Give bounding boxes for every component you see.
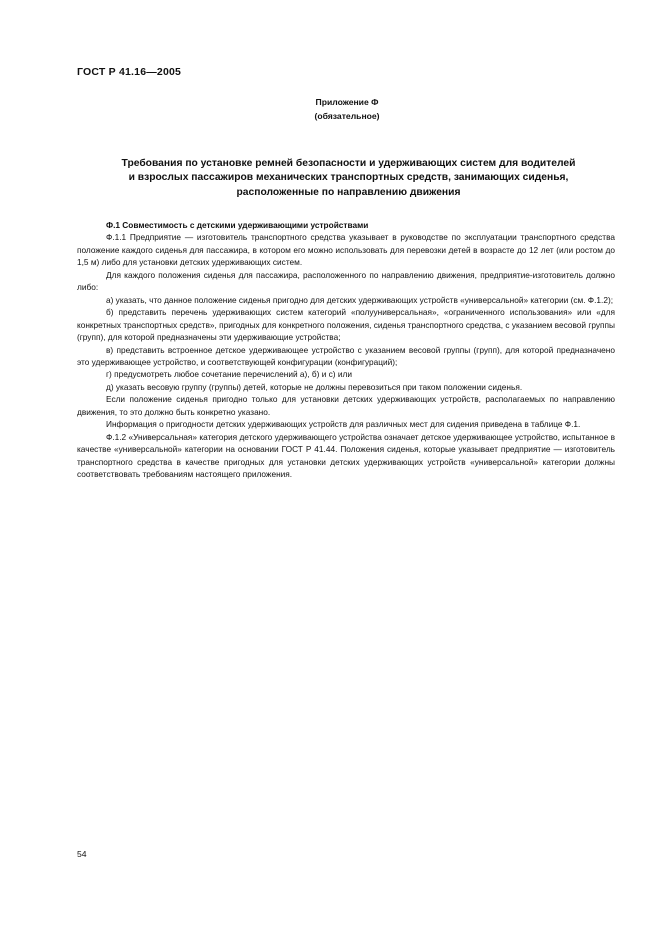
paragraph: Для каждого положения сиденья для пассажира, расположенного по направлению движения, предприятие-изготовитель должно либо:: [77, 269, 615, 293]
paragraph: Ф.1.2 «Универсальная» категория детского удерживающего устройства означает детское удерживающее устройство, испытанное в качестве «универсальной» категории на основании ГОСТ Р 41.44. Положения сиденья, которые указывает предприятие — изготовитель транспортного средства в качестве пригодных для установки детских удерживающих устройств «универсальной» категории должны соответствовать требованиям настоящего приложения.: [77, 431, 615, 480]
paragraph: Информация о пригодности детских удерживающих устройств для различных мест для сидения приведена в таблице Ф.1.: [106, 419, 581, 430]
appendix-title: [82, 157, 615, 200]
section-heading: Ф.1 Совместимость с детскими удерживающими устройствами: [106, 220, 369, 230]
list-item: в) представить встроенное детское удерживающее устройство с указанием весовой группы (групп), для которой предназначено это удерживающее устройство, и соответствующей конфигурации (конфигураций);: [77, 344, 615, 367]
title-line: и взрослых пассажиров механических транспортных средств, занимающих сиденья,: [128, 172, 569, 184]
title-line: Требования по установке ремней безопасности и удерживающих систем для водителей: [121, 158, 576, 169]
page-number: 54: [77, 849, 87, 859]
title-line: расположенные по направлению движения: [236, 186, 461, 198]
paragraph: Если положение сиденья пригодно только для установки детских удерживающих устройств, располагаемых по направлению движения, то это должно быть конкретно указано.: [77, 394, 615, 417]
list-item: г) предусмотреть любое сочетание перечислений а), б) и с) или: [106, 369, 352, 380]
list-item: а) указать, что данное положение сиденья пригодно для детских удерживающих устройств «универсальной» категории (см. Ф.1.2);: [106, 294, 614, 305]
list-item: б) представить перечень удерживающих систем категорий «полууниверсальная», «ограниченного использования» или «для конкретных транспортных средств», пригодных для конкретного положения, сиденья транспортного средства, с указанием весовой группы (групп), для которой предназначены эти удерживающие устройства;: [77, 307, 615, 343]
paragraph: Ф.1.1 Предприятие — изготовитель транспортного средства указывает в руководстве по эксплуатации транспортного средства положение каждого сиденья для пассажира, в котором его можно использовать для перевозки детей в возрасте до 12 лет (или ростом до 1,5 м) либо для установки детских удерживающих систем.: [77, 232, 615, 268]
appendix-label: Приложение Ф: [315, 97, 379, 107]
list-item: д) указать весовую группу (группы) детей, которые не должны перевозиться при таком положении сиденья.: [106, 381, 523, 392]
document-body: [77, 219, 615, 481]
standard-header: ГОСТ Р 41.16—2005: [77, 66, 182, 78]
appendix-status: (обязательное): [314, 111, 380, 121]
